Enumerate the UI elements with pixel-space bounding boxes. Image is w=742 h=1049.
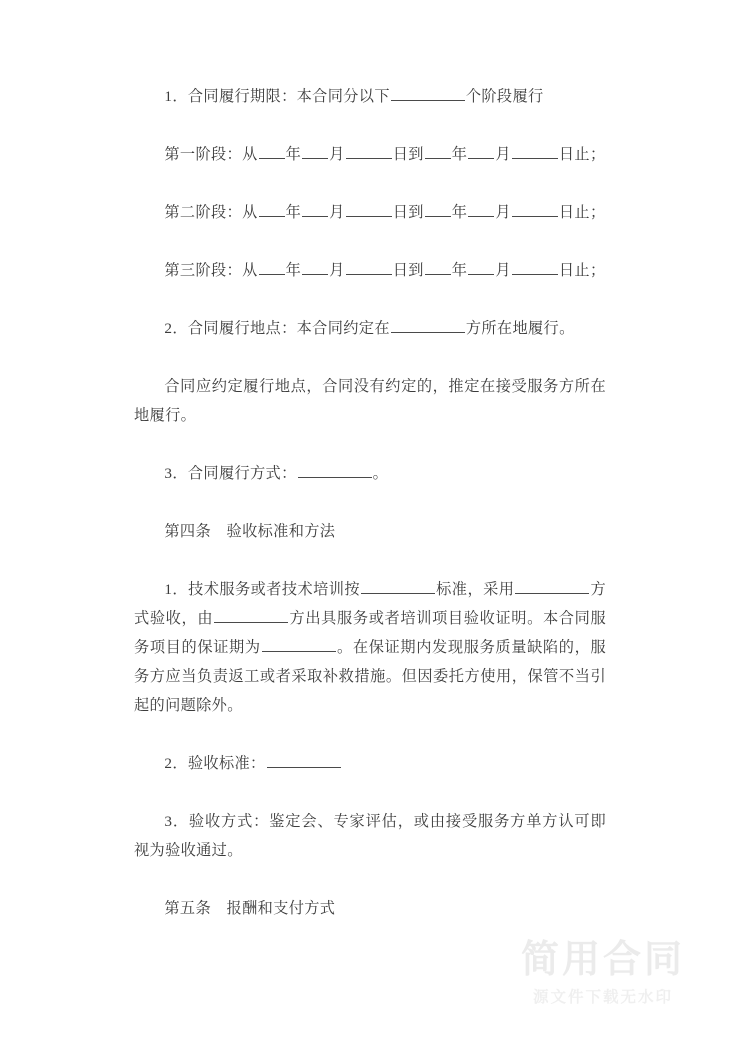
blank-field-stage1-end-day[interactable] <box>512 144 558 159</box>
blank-field-stage1-start-day[interactable] <box>346 144 392 159</box>
blank-field-performance-method[interactable] <box>298 463 372 478</box>
clause-3-item-1-suffix: 个阶段履行 <box>465 88 544 105</box>
stage-2-day-to: 日到 <box>392 204 424 221</box>
clause-3-item-2-prefix: 2．合同履行地点：本合同约定在 <box>164 320 390 337</box>
paragraph-performance-method <box>134 459 606 488</box>
blank-field-certifying-party[interactable] <box>214 608 288 623</box>
stage-3-label: 第三阶段：从 <box>164 262 258 279</box>
stage-3-year: 年 <box>285 262 302 279</box>
paragraph-acceptance-mode: 3．验收方式：鉴定会、专家评估，或由接受服务方单方认可即视为验收通过。 <box>134 813 606 859</box>
paragraph-performance-location <box>134 314 606 343</box>
article-4-item-1-seg-3: 方式验收，由 <box>134 581 606 627</box>
blank-field-stage1-start-month[interactable] <box>302 144 328 159</box>
paragraph-acceptance-standard-method <box>134 575 606 720</box>
blank-field-stage1-end-year[interactable] <box>425 144 451 159</box>
stage-3-month: 月 <box>329 262 345 279</box>
stage-3-day-to: 日到 <box>392 262 424 279</box>
stage-1-label: 第一阶段：从 <box>164 146 258 163</box>
heading-article-4: 第四条 验收标准和方法 <box>164 523 336 540</box>
stage-1-day-to: 日到 <box>392 146 424 163</box>
blank-field-stage3-start-day[interactable] <box>346 260 392 275</box>
paragraph-location-note: 合同应约定履行地点，合同没有约定的，推定在接受服务方所在地履行。 <box>134 378 606 424</box>
clause-3-item-1-prefix: 1．合同履行期限：本合同分以下 <box>164 88 390 105</box>
article-4-item-1-seg-1: 1．技术服务或者技术培训按 <box>164 581 361 598</box>
blank-field-stage2-end-month[interactable] <box>468 202 494 217</box>
blank-field-stage1-end-month[interactable] <box>468 144 494 159</box>
stage-2-month: 月 <box>329 204 345 221</box>
blank-field-acceptance-standard[interactable] <box>361 579 435 594</box>
blank-field-stage1-start-year[interactable] <box>259 144 285 159</box>
paragraph-stage-3 <box>134 256 606 285</box>
article-4-item-1-seg-4: 方出具服务或者培训项目验收证明。本合同服务项目的保证期为 <box>134 610 607 656</box>
stage-2-month2: 月 <box>495 204 511 221</box>
blank-field-stage-count[interactable] <box>391 86 465 101</box>
blank-field-location-party[interactable] <box>391 318 465 333</box>
blank-field-acceptance-mode[interactable] <box>515 579 589 594</box>
clause-3-item-2-suffix: 方所在地履行。 <box>465 320 575 337</box>
blank-field-stage2-end-day[interactable] <box>512 202 558 217</box>
blank-field-stage3-end-day[interactable] <box>512 260 558 275</box>
stage-1-month: 月 <box>329 146 345 163</box>
stage-2-year2: 年 <box>451 204 468 221</box>
blank-field-stage2-end-year[interactable] <box>425 202 451 217</box>
blank-field-stage3-end-month[interactable] <box>468 260 494 275</box>
blank-field-warranty-period[interactable] <box>262 637 336 652</box>
blank-field-stage3-start-year[interactable] <box>259 260 285 275</box>
document-content <box>134 82 606 952</box>
blank-field-stage2-start-month[interactable] <box>302 202 328 217</box>
paragraph-stage-2 <box>134 198 606 227</box>
stage-3-end: 日止； <box>558 262 606 279</box>
paragraph-performance-period <box>134 82 606 111</box>
article-4-item-1-seg-2: 标准，采用 <box>436 581 515 598</box>
heading-article-5: 第五条 报酬和支付方式 <box>164 900 336 917</box>
stage-1-end: 日止； <box>558 146 606 163</box>
stage-2-end: 日止； <box>558 204 606 221</box>
stage-2-label: 第二阶段：从 <box>164 204 258 221</box>
watermark-sub-text: 源文件下载无水印 <box>532 988 673 1006</box>
stage-1-month2: 月 <box>495 146 511 163</box>
paragraph-acceptance-criteria <box>134 749 606 778</box>
stage-1-year2: 年 <box>451 146 468 163</box>
article-4-item-1-seg-5: 。在保证期内发现服务质量缺陷的，服务方应当负责返工或者采取补救措施。但因委托方使用，保管不当引起的问题除外。 <box>134 639 606 714</box>
blank-field-acceptance-criteria[interactable] <box>267 753 341 768</box>
watermark-main-text: 简用合同 <box>520 937 685 982</box>
paragraph-stage-1 <box>134 140 606 169</box>
stage-1-year: 年 <box>285 146 302 163</box>
clause-3-item-3-suffix: 。 <box>372 465 389 482</box>
stage-3-month2: 月 <box>495 262 511 279</box>
stage-3-year2: 年 <box>451 262 468 279</box>
clause-3-item-3-prefix: 3．合同履行方式： <box>164 465 297 482</box>
blank-field-stage3-end-year[interactable] <box>425 260 451 275</box>
stage-2-year: 年 <box>285 204 302 221</box>
article-4-item-2-prefix: 2．验收标准： <box>164 755 266 772</box>
blank-field-stage2-start-day[interactable] <box>346 202 392 217</box>
blank-field-stage2-start-year[interactable] <box>259 202 285 217</box>
blank-field-stage3-start-month[interactable] <box>302 260 328 275</box>
